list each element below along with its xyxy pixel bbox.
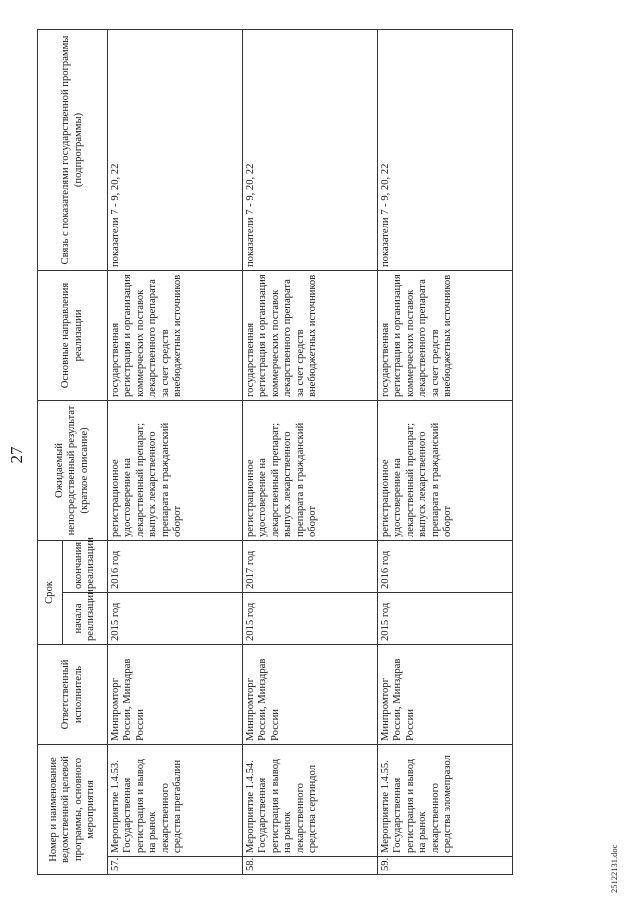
header-directions: Основные направления реализации (38, 271, 108, 401)
header-row (38, 30, 63, 875)
row-responsible: Минпромторг России, Минздрав России (243, 645, 378, 745)
header-term: Срок (38, 541, 63, 645)
header-number-name: Номер и наименование ведомственной целевой программы, основного мероприятия (38, 745, 108, 875)
row-start: 2015 год (108, 593, 243, 645)
row-result: регистрационное удостоверение на лекарственный препарат; выпуск лекарственного препарата в гражданский оборот (378, 401, 513, 541)
row-start: 2015 год (378, 593, 513, 645)
row-link: показатели 7 - 9, 20, 22 (378, 30, 513, 271)
header-link: Связь с показателями государственной программы (подпрограммы) (38, 30, 108, 271)
row-directions: государственная регистрация и организация коммерческих поставок лекарственного препарата за счет средств внебюджетных источников (243, 271, 378, 401)
header-result: Ожидаемый непосредственный результат (краткое описание) (38, 401, 108, 541)
row-result: регистрационное удостоверение на лекарственный препарат; выпуск лекарственного препарата в гражданский оборот (243, 401, 378, 541)
row-responsible: Минпромторг России, Минздрав России (108, 645, 243, 745)
row-directions: государственная регистрация и организация коммерческих поставок лекарственного препарата за счет средств внебюджетных источников (108, 271, 243, 401)
row-end: 2016 год (108, 541, 243, 593)
row-number: 57. (108, 857, 243, 875)
table-row (108, 30, 243, 875)
row-name: Мероприятие 1.4.55. Государственная регистрация и вывод на рынок лекарственного средства эломепразол (378, 745, 513, 857)
row-link: показатели 7 - 9, 20, 22 (108, 30, 243, 271)
row-result: регистрационное удостоверение на лекарственный препарат; выпуск лекарственного препарата в гражданский оборот (108, 401, 243, 541)
header-start: начала реализации (63, 593, 108, 645)
row-number: 58. (243, 857, 378, 875)
row-directions: государственная регистрация и организация коммерческих поставок лекарственного препарата за счет средств внебюджетных источников (378, 271, 513, 401)
row-responsible: Минпромторг России, Минздрав России (378, 645, 513, 745)
row-name: Мероприятие 1.4.53. Государственная регистрация и вывод на рынок лекарственного средства прегабалин (108, 745, 243, 857)
row-end: 2017 год (243, 541, 378, 593)
document-code: 25122131.doc (609, 844, 619, 893)
program-table (37, 29, 513, 875)
table-row (378, 30, 513, 875)
row-start: 2015 год (243, 593, 378, 645)
row-link: показатели 7 - 9, 20, 22 (243, 30, 378, 271)
page-number: 27 (7, 446, 26, 464)
row-name: Мероприятие 1.4.54. Государственная регистрация и вывод на рынок лекарственного средства сертиндол (243, 745, 378, 857)
header-responsible: Ответственный исполнитель (38, 645, 108, 745)
table-row (243, 30, 378, 875)
row-end: 2016 год (378, 541, 513, 593)
header-end: окончания реализации (63, 541, 108, 593)
row-number: 59. (378, 857, 513, 875)
